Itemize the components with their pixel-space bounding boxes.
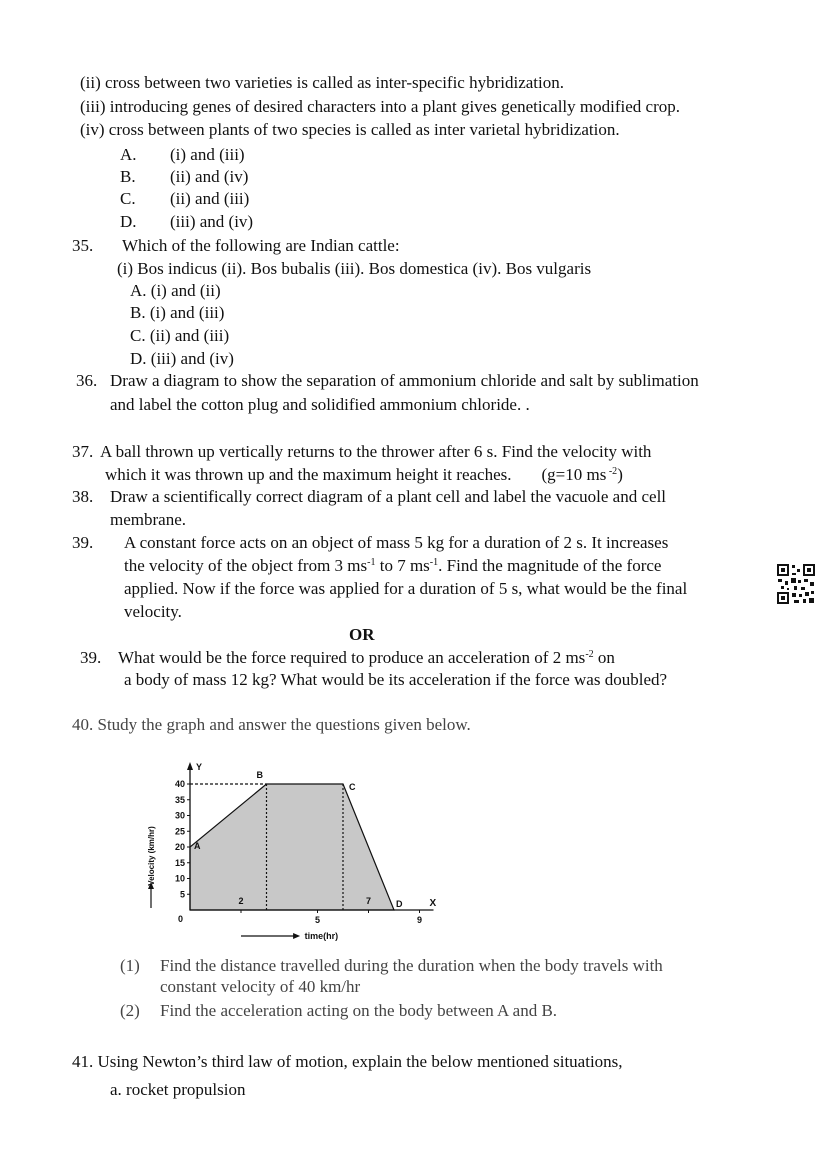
q39-alt-line1: 39. What would be the force required to produce an acceleration of 2 $ms^{-2}$ on [80,648,615,667]
point-label-d: D [396,899,403,909]
q35-option-c: C. (ii) and (iii) [130,326,230,345]
origin-label: 0 [178,914,184,924]
q39-line4: velocity. [124,602,182,621]
q34-option-d: D. (iii) and (iv) [120,212,254,231]
q35-items: (i) Bos indicus (ii). Bos bubalis (iii). Bos domestica (iv). Bos vulgaris [117,259,592,278]
q34-option-c: C. (ii) and (iii) [120,189,250,208]
q38-line2: membrane. [110,510,186,529]
q39-line2: the velocity of the object from 3 $ms^{-1}$ to 7 $ms^{-1}$. Find the magnitude of the force [124,556,662,575]
point-label-c: C [349,782,356,792]
y-tick-label: 15 [174,857,185,868]
q40-sub1-line2: constant velocity of 40 km/hr [160,977,361,996]
x-label-arrow-icon [293,933,300,939]
q40-sub1-line1: (1) Find the distance travelled during the duration when the body travels with [120,956,663,975]
x-axis-letter: X [429,898,437,909]
q40-question: 40. Study the graph and answer the questions given below. [72,715,471,734]
x-tick-label: 2 [238,896,244,906]
q41-question: 41. Using Newton’s third law of motion, explain the below mentioned situations, [72,1052,623,1071]
q38-line1: 38. Draw a scientifically correct diagram of a plant cell and label the vacuole and cell [72,487,667,506]
q36-line2: and label the cotton plug and solidified ammonium chloride. . [110,395,530,414]
velocity-area [190,784,394,910]
q34-option-b: B. (ii) and (iv) [120,167,249,186]
q34-statement-iv: (iv) cross between plants of two species is called as inter varietal hybridization. [80,120,620,139]
q34-option-a: A. (i) and (iii) [120,145,245,164]
or-separator: OR [349,625,375,644]
x-tick-label: 7 [365,896,372,906]
q37-line2: which it was thrown up and the maximum height it reaches. (g=10 ms $^{-2}$) [105,465,623,484]
q35-question: 35. Which of the following are Indian cattle: [72,236,400,255]
q35-option-b: B. (i) and (iii) [130,303,225,322]
qr-code-icon [776,563,816,605]
y-tick-label: 10 [174,873,185,884]
y-tick-label: 20 [174,842,185,852]
q34-statement-iii: (iii) introducing genes of desired characters into a plant gives genetically modified crop. [80,97,680,116]
y-axis-title: Velocity (km/hr) [147,826,156,886]
point-label-b: B [256,770,263,780]
x-tick-label: 9 [416,915,423,925]
x-tick-label: 5 [314,915,321,925]
q40-sub2: (2) Find the acceleration acting on the body between A and B. [120,1001,558,1020]
y-axis-arrow-icon [187,762,193,770]
y-tick-label: 30 [174,810,185,821]
y-tick-label: 25 [174,826,185,837]
velocity-time-chart [140,758,437,943]
q35-option-d: D. (iii) and (iv) [130,349,234,368]
q39-line1: 39. A constant force acts on an object of mass 5 kg for a duration of 2 s. It increases [72,533,669,552]
x-axis-title: time(hr) [304,931,339,941]
q39-alt-line2: a body of mass 12 kg? What would be its acceleration if the force was doubled? [124,670,668,689]
q37-line1: 37. A ball thrown up vertically returns to the thrower after 6 s. Find the velocity with [72,442,652,461]
q35-option-a: A. (i) and (ii) [130,281,221,300]
q41-item-a: a. rocket propulsion [110,1080,246,1099]
velocity-time-graph [140,758,437,943]
y-tick-label: 35 [174,794,185,805]
q34-statement-ii: (ii) cross between two varieties is called as inter-specific hybridization. [80,73,564,92]
y-tick-label: 5 [179,889,185,900]
point-label-a: A [194,841,201,851]
y-axis-letter: Y [196,762,203,772]
q39-line3: applied. Now if the force was applied for a duration of 5 s, what would be the final [124,579,688,598]
q36-line1: 36. Draw a diagram to show the separation of ammonium chloride and salt by sublimation [76,371,699,390]
y-tick-label: 40 [174,779,185,789]
